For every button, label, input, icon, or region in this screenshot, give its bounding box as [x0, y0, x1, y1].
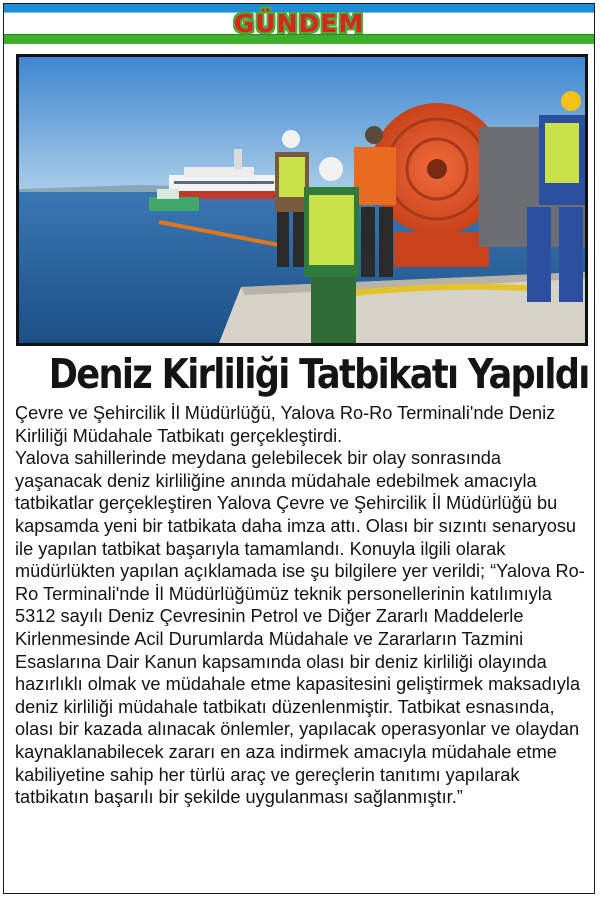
article-paragraph-main: Yalova sahillerinde meydana gelebilecek bir olay sonrasında yaşanacak deniz kirliliğine anında müdahale edebilmek amacıyla tatbikatlar gerçekleştiren Yalova Çevre ve Şehircilik İl Müdürlüğü bu kapsamda yeni bir tatbikata daha imza attı. Olası bir sızıntı senaryosu ile yapılan tatbikat başarıyla tamamlandı. Konuyla ilgili olarak müdürlükten yapılan açıklamada ise şu bilgilere yer verildi; “Yalova Ro-Ro Terminali'nde İl Müdürlüğümüz teknik personellerinin katılımıyla 5312 sayılı Deniz Çevresinin Petrol ve Diğer Zararlı Maddelerle Kirlenmesinde Acil Durumlarda Müdahale ve Zararların Tazmini Esaslarına Dair Kanun kapsamında olası bir deniz kirliliği olayında hazırlıklı olmak ve müdahale etme kapasitesini geliştirmek maksadıyla deniz kirliliği müdahale tatbikatı düzenlenmiştir. Tatbikat esnasında, olası bir kazada alınacak önlemler, yapılacak operasyonlar ve olaydan kaynaklanabilecek zararı en aza indirmek amacıyla müdahale etme kabiliyetine sahip her türlü araç ve gereçlerin tanıtımı yapılarak tatbikatın başarılı bir şekilde uygulanması sağlanmıştır.”: [15, 448, 585, 808]
article-photo: [16, 54, 588, 346]
article-headline: Deniz Kirliliği Tatbikatı Yapıldı: [48, 350, 589, 398]
article-body: [15, 402, 587, 809]
news-clipping: [3, 3, 595, 894]
section-banner: [4, 4, 594, 44]
section-title: GÜNDEM: [233, 9, 365, 38]
photo-illustration: [19, 57, 585, 343]
article-paragraph-lead: Çevre ve Şehircilik İl Müdürlüğü, Yalova Ro-Ro Terminali'nde Deniz Kirliliği Müdahale Tatbikatı gerçekleştirdi.: [15, 403, 556, 446]
